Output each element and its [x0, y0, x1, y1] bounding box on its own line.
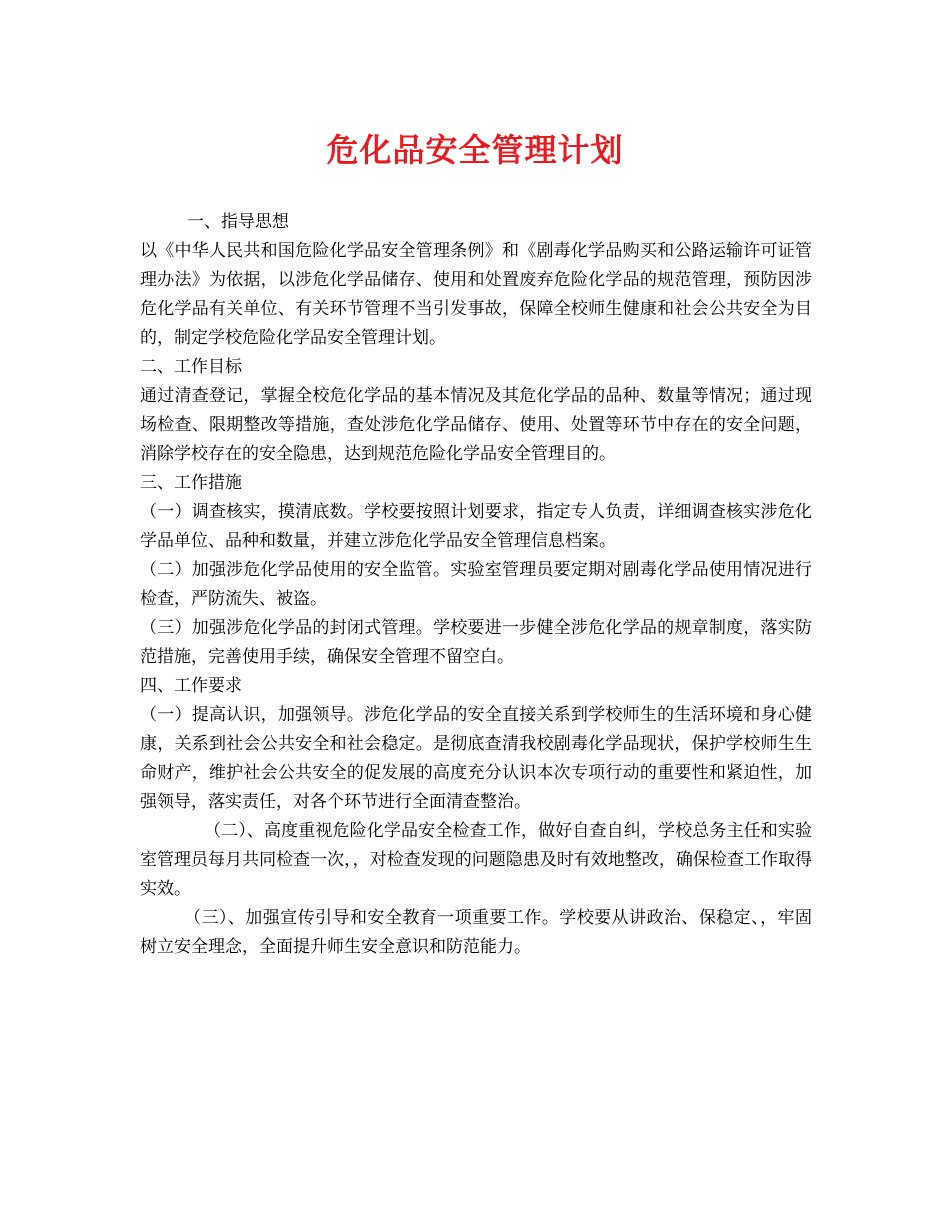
paragraph-requirement-2: （二）、高度重视危险化学品安全检查工作，做好自查自纠，学校总务主任和实验室管理员每月共同检查一次，，对检查发现的问题隐患及时有效地整改，确保检查工作取得实效。 — [140, 821, 812, 899]
section-heading-work-requirements: 四、工作要求 — [140, 676, 242, 696]
paragraph-requirement-1: （一）提高认识，加强领导。涉危化学品的安全直接关系到学校师生的生活环境和身心健康，关系到社会公共安全和社会稳定。是彻底查清我校剧毒化学品现状，保护学校师生生命财产，维护社会公共安全的促发展的高度充分认识本次专项行动的重要性和紧迫性，加强领导，落实责任，对各个环节进行全面清查整治。 — [140, 705, 812, 812]
section-heading-work-goals: 二、工作目标 — [140, 357, 242, 377]
paragraph-measure-3: （三）加强涉危化学品的封闭式管理。学校要进一步健全涉危化学品的规章制度，落实防范措施，完善使用手续，确保安全管理不留空白。 — [140, 618, 812, 667]
paragraph-guiding-ideology: 以《中华人民共和国危险化学品安全管理条例》和《剧毒化学品购买和公路运输许可证管理办法》为依据，以涉危化学品储存、使用和处置废弃危险化学品的规范管理，预防因涉危化学品有关单位、有关环节管理不当引发事故，保障全校师生健康和社会公共安全为目的，制定学校危险化学品安全管理计划。 — [140, 241, 812, 348]
paragraph-work-goals: 通过清查登记，掌握全校危化学品的基本情况及其危化学品的品种、数量等情况；通过现场检查、限期整改等措施，查处涉危化学品储存、使用、处置等环节中存在的安全问题，消除学校存在的安全隐患，达到规范危险化学品安全管理目的。 — [140, 386, 812, 464]
section-heading-guiding-ideology: 一、指导思想 — [187, 212, 289, 232]
paragraph-requirement-3: （三）、加强宣传引导和安全教育一项重要工作。学校要从讲政治、保稳定、，牢固树立安全理念，全面提升师生安全意识和防范能力。 — [140, 908, 812, 957]
document-title: 危化品安全管理计划 — [326, 131, 624, 169]
paragraph-measure-1: （一）调查核实，摸清底数。学校要按照计划要求，指定专人负责，详细调查核实涉危化学品单位、品种和数量，并建立涉危化学品安全管理信息档案。 — [140, 502, 812, 551]
document-body — [140, 208, 812, 962]
section-heading-work-measures: 三、工作措施 — [140, 473, 242, 493]
paragraph-measure-2: （二）加强涉危化学品使用的安全监管。实验室管理员要定期对剧毒化学品使用情况进行检查，严防流失、被盗。 — [140, 560, 812, 609]
